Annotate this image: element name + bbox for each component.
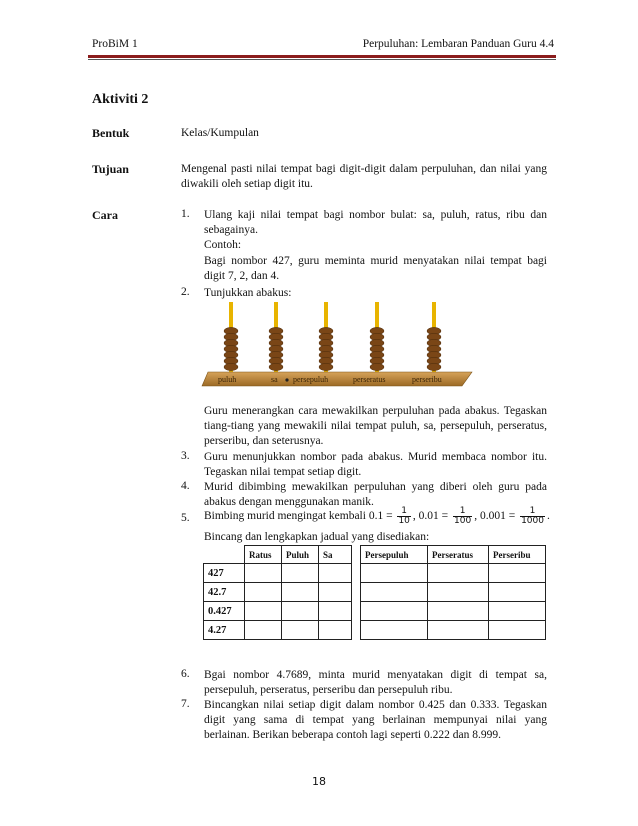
table-cell[interactable] <box>282 602 319 621</box>
table-cell[interactable] <box>361 602 428 621</box>
step1-contoh: Contoh: <box>204 239 242 251</box>
table-row <box>204 602 546 621</box>
col-perseratus: Perseratus <box>428 546 489 564</box>
place-value-table <box>203 545 546 640</box>
row-label: 4.27 <box>204 621 245 640</box>
table-cell[interactable] <box>319 564 352 583</box>
bentuk-label: Bentuk <box>92 126 130 140</box>
step5-end: . <box>546 510 550 523</box>
table-intro: Bincang dan lengkapkan jadual yang disediakan: <box>204 531 430 543</box>
fraction-one-hundredth: $\frac{1}{100}$ <box>454 506 472 526</box>
abacus-label-puluh: puluh <box>218 375 237 384</box>
decimal-gap <box>352 564 361 583</box>
col-ratus: Ratus <box>245 546 282 564</box>
activity-title: Aktiviti 2 <box>92 92 149 107</box>
table-header-row <box>204 546 546 564</box>
step7-number: 7. <box>181 698 190 710</box>
table-cell[interactable] <box>428 583 489 602</box>
table-cell[interactable] <box>489 602 546 621</box>
decimal-gap <box>352 621 361 640</box>
table-cell[interactable] <box>245 564 282 583</box>
step2-text: Tunjukkan abakus: <box>204 287 292 299</box>
abacus-beads <box>224 327 441 370</box>
row-label: 42.7 <box>204 583 245 602</box>
tujuan-label: Tujuan <box>92 162 129 176</box>
abacus-note: Guru menerangkan cara mewakilkan perpuluhan pada abakus. Tegaskan tiang-tiang yang mewakili nilai tempat puluh, sa, persepuluh, perseratus, perseribu, dan seterusnya. <box>204 405 547 447</box>
table-corner <box>204 546 245 564</box>
table-row <box>204 621 546 640</box>
decimal-point-dot <box>285 378 288 381</box>
page-number: 18 <box>312 775 326 788</box>
table-row <box>204 583 546 602</box>
table-cell[interactable] <box>489 583 546 602</box>
table-row <box>204 564 546 583</box>
bentuk-text: Kelas/Kumpulan <box>181 127 259 139</box>
step5-lead: Bimbing murid mengingat kembali 0.1 = <box>204 510 393 523</box>
table-cell[interactable] <box>282 583 319 602</box>
row-label: 427 <box>204 564 245 583</box>
table-cell[interactable] <box>245 602 282 621</box>
col-persepuluh: Persepuluh <box>361 546 428 564</box>
table-cell[interactable] <box>489 564 546 583</box>
table-cell[interactable] <box>282 621 319 640</box>
fraction-one-tenth: $\frac{1}{10}$ <box>398 506 410 526</box>
step4-number: 4. <box>181 480 190 492</box>
table-cell[interactable] <box>361 583 428 602</box>
step7-text: Bincangkan nilai setiap digit dalam nombor 0.425 dan 0.333. Tegaskan digit yang sama di tempat yang berlainan mempunyai nilai yang berlainan. Berikan beberapa contoh lagi seperti 0.222 dan 8.999. <box>204 699 547 741</box>
abacus-label-sa: sa <box>271 375 278 384</box>
row-label: 0.427 <box>204 602 245 621</box>
step1-number: 1. <box>181 208 190 220</box>
step1-example: Bagi nombor 427, guru meminta murid menyatakan nilai tempat bagi digit 7, 2, dan 4. <box>204 255 547 282</box>
cara-label: Cara <box>92 208 118 222</box>
step1-text: Ulang kaji nilai tempat bagi nombor bulat: sa, puluh, ratus, ribu dan sebagainya. <box>204 209 547 236</box>
header-right: Perpuluhan: Lembaran Panduan Guru 4.4 <box>362 38 554 50</box>
abacus-label-persepuluh: persepuluh <box>293 375 329 384</box>
header-rule-thin <box>88 59 556 60</box>
table-cell[interactable] <box>245 583 282 602</box>
step6-number: 6. <box>181 668 190 680</box>
step5-mid1: , 0.01 = <box>412 510 449 523</box>
abacus-label-perseribu: perseribu <box>412 375 442 384</box>
step5-text <box>204 507 550 526</box>
tujuan-text: Mengenal pasti nilai tempat bagi digit-digit dalam perpuluhan, dan nilai yang diwakili oleh setiap digit itu. <box>181 163 547 190</box>
header-rule <box>88 55 556 58</box>
step6-text: Bgai nombor 4.7689, minta murid menyatakan digit di tempat sa, persepuluh, perseratus, perseribu dan persepuluh ribu. <box>204 669 547 696</box>
step5-number: 5. <box>181 512 190 524</box>
table-cell[interactable] <box>245 621 282 640</box>
col-puluh: Puluh <box>282 546 319 564</box>
decimal-gap <box>352 546 361 564</box>
abacus-illustration <box>200 300 480 395</box>
decimal-gap <box>352 602 361 621</box>
step3-text: Guru menunjukkan nombor pada abakus. Murid membaca nombor itu. Tegaskan nilai tempat setiap digit. <box>204 451 547 478</box>
table-cell[interactable] <box>361 564 428 583</box>
step5-mid2: , 0.001 = <box>474 510 516 523</box>
fraction-one-thousandth: $\frac{1}{1000}$ <box>521 506 544 526</box>
col-perseribu: Perseribu <box>489 546 546 564</box>
header-left: ProBiM 1 <box>92 38 138 50</box>
table-cell[interactable] <box>319 621 352 640</box>
step4-text: Murid dibimbing mewakilkan perpuluhan yang diberi oleh guru pada abakus dengan menggunakan manik. <box>204 481 547 508</box>
step2-number: 2. <box>181 286 190 298</box>
table-cell[interactable] <box>489 621 546 640</box>
table-cell[interactable] <box>282 564 319 583</box>
table-cell[interactable] <box>428 564 489 583</box>
decimal-gap <box>352 583 361 602</box>
table-cell[interactable] <box>361 621 428 640</box>
table-cell[interactable] <box>319 602 352 621</box>
table-cell[interactable] <box>319 583 352 602</box>
table-cell[interactable] <box>428 602 489 621</box>
table-cell[interactable] <box>428 621 489 640</box>
abacus-label-perseratus: perseratus <box>353 375 386 384</box>
step3-number: 3. <box>181 450 190 462</box>
col-sa: Sa <box>319 546 352 564</box>
